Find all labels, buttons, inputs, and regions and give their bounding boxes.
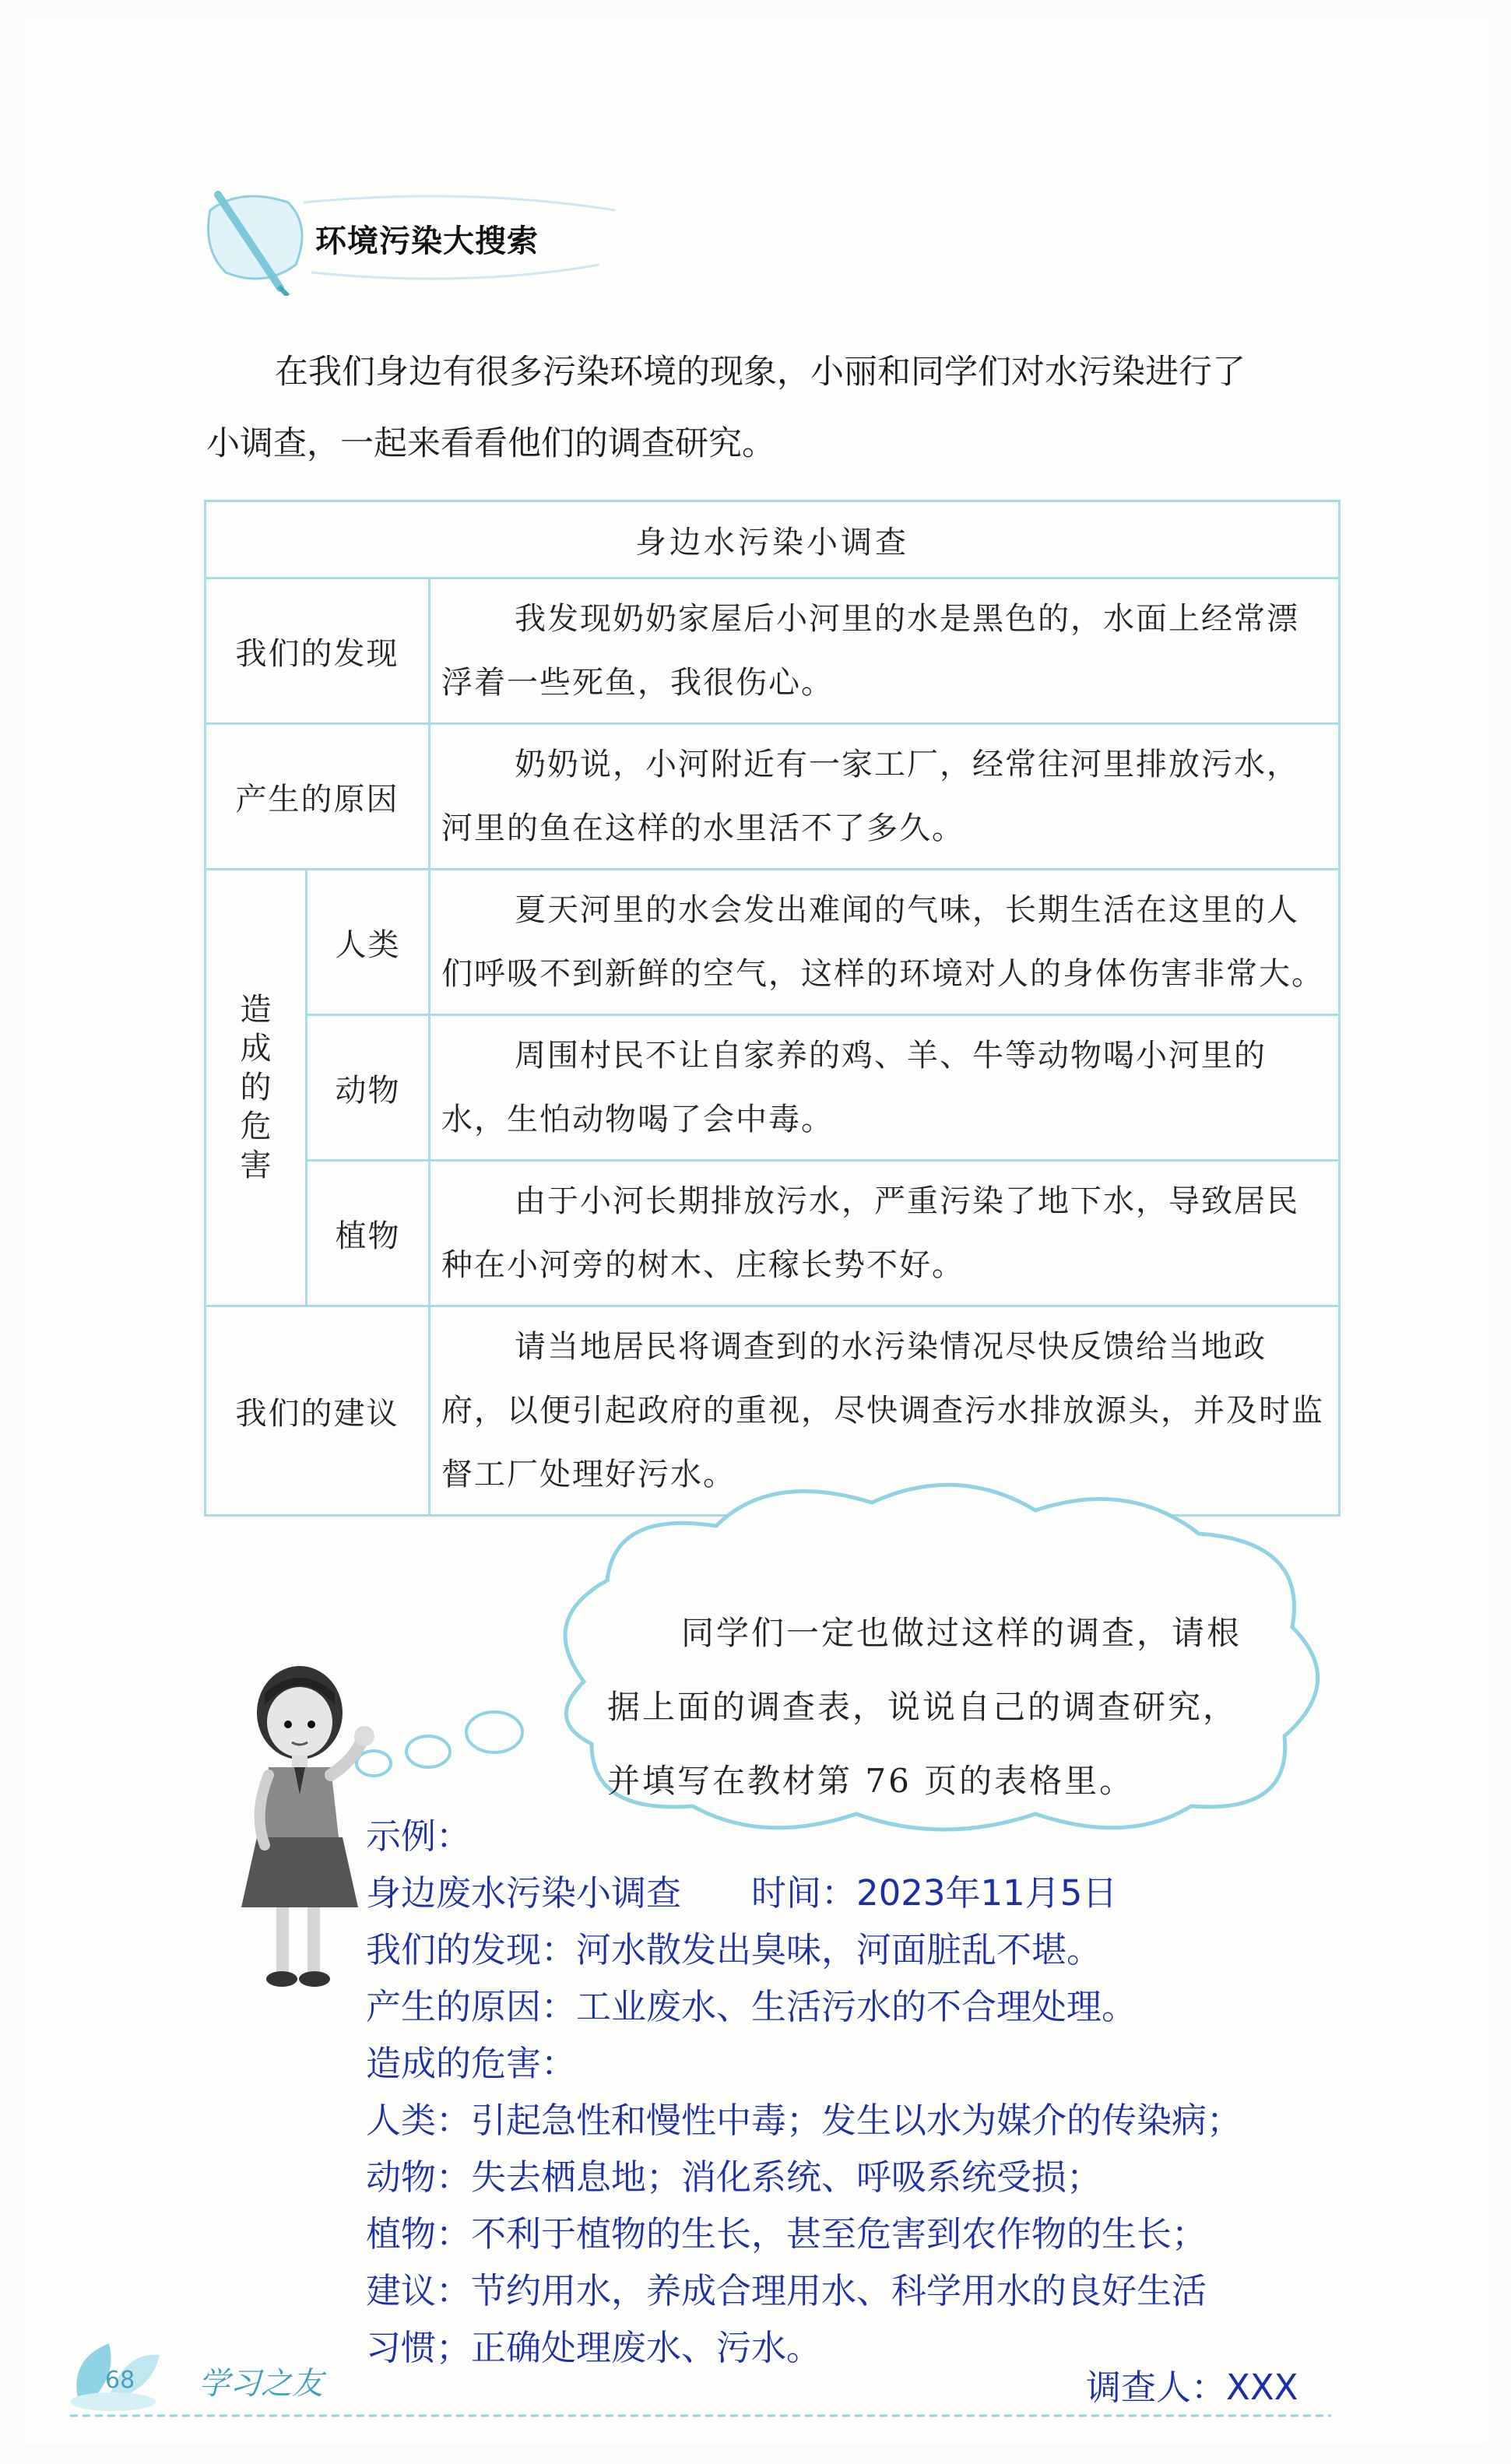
- survey-table: [204, 500, 1341, 1517]
- discovery-text: 我发现奶奶家屋后小河里的水是黑色的，水面上经常漂浮着一些死鱼，我很伤心。: [430, 578, 1340, 724]
- answer-line: 习惯；正确处理废水、污水。: [366, 2327, 822, 2368]
- answer-line: 我们的发现：河水散发出臭味，河面脏乱不堪。: [366, 1929, 1102, 1970]
- page-number: 68: [105, 2367, 135, 2394]
- cloud-line-3: 并填写在教材第 76 页的表格里。: [607, 1762, 1135, 1800]
- cloud-text: [607, 1596, 1277, 1818]
- answer-line: 建议：节约用水，养成合理用水、科学用水的良好生活: [366, 2270, 1207, 2311]
- discovery-label: 我们的发现: [206, 578, 430, 724]
- animals-text: 周围村民不让自家养的鸡、羊、牛等动物喝小河里的水，生怕动物喝了会中毒。: [430, 1015, 1340, 1161]
- answer-line: 示例：: [366, 1815, 472, 1857]
- girl-illustration: [226, 1658, 381, 1993]
- plants-text: 由于小河长期排放污水，严重污染了地下水，导致居民种在小河旁的树木、庄稼长势不好。: [430, 1161, 1340, 1306]
- cause-label: 产生的原因: [206, 724, 430, 870]
- humans-label: 人类: [307, 870, 430, 1015]
- humans-text: 夏天河里的水会发出难闻的气味，长期生活在这里的人们呼吸不到新鲜的空气，这样的环境对人的身体伤害非常大。: [430, 870, 1340, 1015]
- suggestion-text: 请当地居民将调查到的水污染情况尽快反馈给当地政府，以便引起政府的重视，尽快调查污水排放源头，并及时监督工厂处理好污水。: [430, 1306, 1340, 1516]
- suggestion-label: 我们的建议: [206, 1306, 430, 1516]
- intro-line-2: 小调查，一起来看看他们的调查研究。: [206, 424, 775, 463]
- answer-line: 身边废水污染小调查 时间：2023年11月5日: [366, 1872, 1118, 1914]
- cloud-line-1: 同学们一定也做过这样的调查，请根: [681, 1614, 1242, 1652]
- section-heading: 环境污染大搜索: [315, 223, 539, 259]
- answer-line: 造成的危害：: [366, 2043, 577, 2084]
- brand-logo: 学习之友: [199, 2366, 323, 2402]
- answer-line: 产生的原因：工业废水、生活污水的不合理处理。: [366, 1986, 1137, 2027]
- table-title: 身边水污染小调查: [206, 501, 1340, 578]
- footer-divider: [70, 2413, 1331, 2418]
- intro-line-1: 在我们身边有很多污染环境的现象，小丽和同学们对水污染进行了: [275, 353, 1246, 392]
- answer-block: [366, 1808, 1370, 2376]
- answer-line: 动物：失去栖息地；消化系统、呼吸系统受损；: [366, 2156, 1102, 2198]
- investigator: 调查人：XXX: [1086, 2367, 1298, 2408]
- answer-line: 人类：引起急性和慢性中毒；发生以水为媒介的传染病；: [366, 2100, 1242, 2141]
- cloud-line-2: 据上面的调查表，说说自己的调查研究，: [607, 1688, 1239, 1726]
- answer-line: 植物：不利于植物的生长，甚至危害到农作物的生长；: [366, 2213, 1207, 2255]
- harm-label: 造 成 的 危 害: [206, 870, 307, 1306]
- cause-text: 奶奶说，小河附近有一家工厂，经常往河里排放污水，河里的鱼在这样的水里活不了多久。: [430, 724, 1340, 870]
- intro-paragraph: [206, 336, 1343, 480]
- plants-label: 植物: [307, 1161, 430, 1306]
- animals-label: 动物: [307, 1015, 430, 1161]
